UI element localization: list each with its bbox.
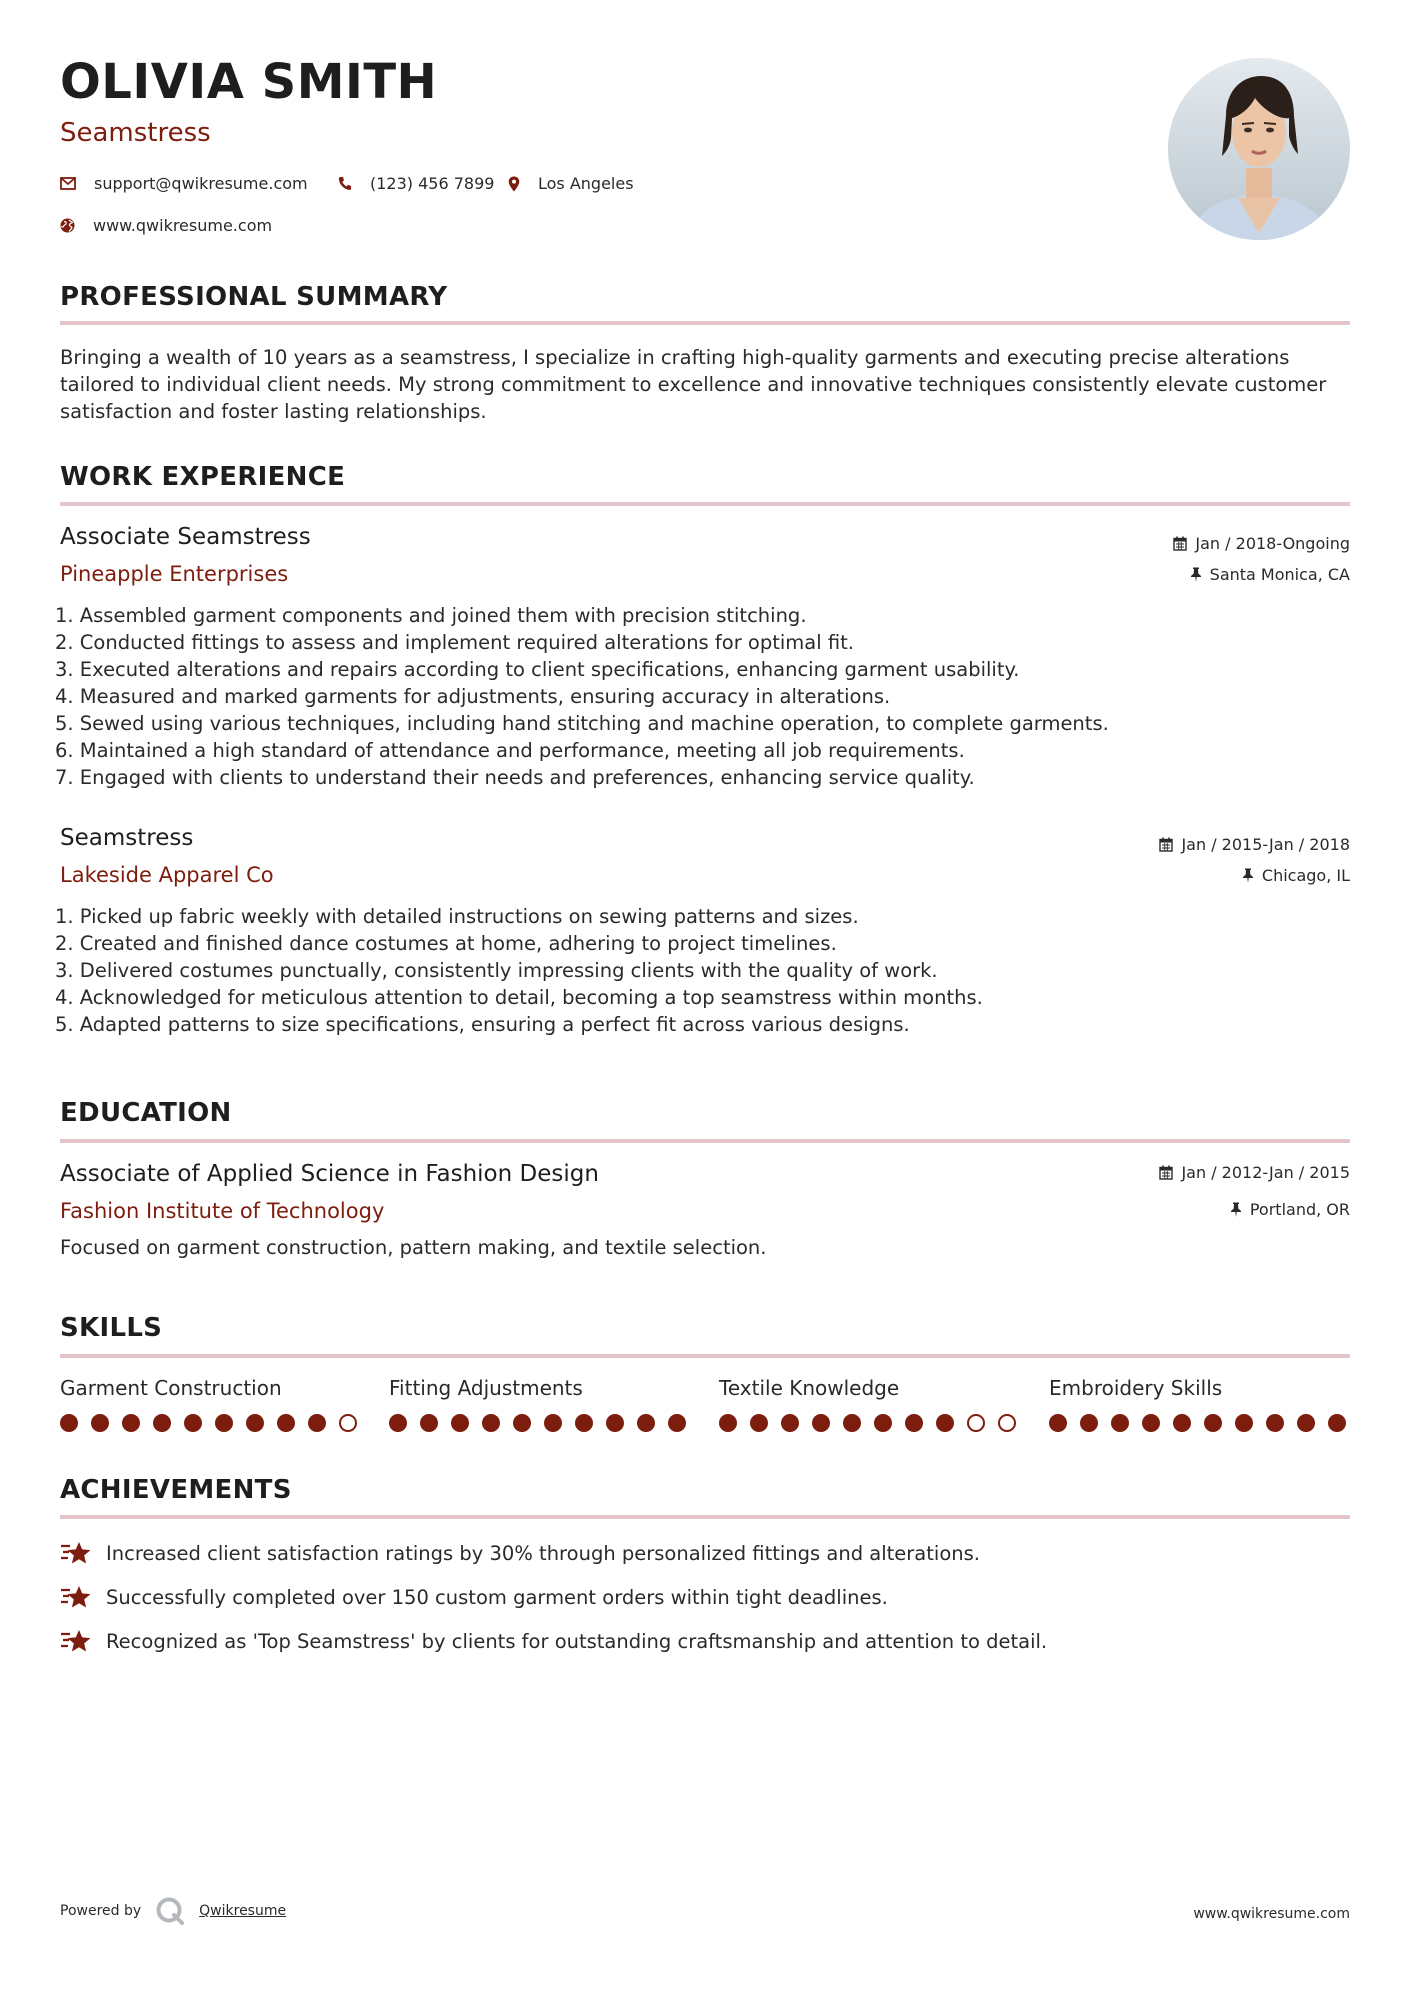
job-company: Lakeside Apparel Co	[60, 863, 274, 887]
list-item: 6. Maintained a high standard of attendance and performance, meeting all job requirements.	[55, 739, 965, 762]
school-name: Fashion Institute of Technology	[60, 1199, 385, 1223]
pushpin-icon	[1230, 1202, 1242, 1217]
candidate-title: Seamstress	[60, 118, 211, 148]
rating-dot-filled	[575, 1414, 593, 1432]
achievements-heading: ACHIEVEMENTS	[60, 1475, 292, 1505]
contact-phone[interactable]	[338, 174, 494, 193]
rating-dot-empty	[998, 1414, 1016, 1432]
qwikresume-logo	[155, 1896, 185, 1926]
list-item: 4. Acknowledged for meticulous attention to detail, becoming a top seamstress within months.	[55, 986, 983, 1009]
rating-dot-filled	[843, 1414, 861, 1432]
profile-photo	[1168, 58, 1350, 240]
achievement-item	[60, 1628, 1047, 1654]
rating-dot-filled	[420, 1414, 438, 1432]
rating-dot-filled	[874, 1414, 892, 1432]
rating-dot-empty	[339, 1414, 357, 1432]
rating-dot-filled	[1080, 1414, 1098, 1432]
rating-dot-filled	[1235, 1414, 1253, 1432]
powered-by-label: Powered by	[60, 1903, 142, 1919]
list-item: 4. Measured and marked garments for adjustments, ensuring accuracy in alterations.	[55, 685, 891, 708]
achievement-item	[60, 1540, 980, 1566]
list-item: 7. Engaged with clients to understand their needs and preferences, enhancing service quality.	[55, 766, 975, 789]
skills-heading: SKILLS	[60, 1313, 163, 1343]
phone-icon	[338, 176, 352, 191]
website-text: www.qwikresume.com	[93, 216, 273, 235]
summary-divider	[60, 321, 1350, 325]
candidate-name: OLIVIA SMITH	[60, 54, 438, 110]
list-item: 5. Sewed using various techniques, including hand stitching and machine operation, to complete garments.	[55, 712, 1109, 735]
rating-dot-filled	[812, 1414, 830, 1432]
list-item: 3. Executed alterations and repairs according to client specifications, enhancing garment usability.	[55, 658, 1020, 681]
job-company: Pineapple Enterprises	[60, 562, 289, 586]
skill-item	[719, 1376, 1021, 1406]
list-item: 1. Assembled garment components and joined them with precision stitching.	[55, 604, 807, 627]
rating-dot-empty	[967, 1414, 985, 1432]
experience-divider	[60, 502, 1350, 506]
summary-text: Bringing a wealth of 10 years as a seamstress, I specialize in crafting high-quality garments and executing precise alterations tailored to individual client needs. My strong commitment to excellence and innovative techniques consistently elevate customer satisfaction and foster lasting relationships.	[60, 346, 1327, 423]
skill-rating	[60, 1414, 362, 1434]
rating-dot-filled	[905, 1414, 923, 1432]
star-icon	[60, 1628, 92, 1654]
rating-dot-filled	[668, 1414, 686, 1432]
rating-dot-filled	[389, 1414, 407, 1432]
skills-divider	[60, 1354, 1350, 1358]
education-dates-text: Jan / 2012-Jan / 2015	[1181, 1163, 1350, 1182]
job-dates-text: Jan / 2018-Ongoing	[1195, 534, 1350, 553]
rating-dot-filled	[936, 1414, 954, 1432]
achievement-text: Increased client satisfaction ratings by 30% through personalized fittings and alterations.	[106, 1541, 980, 1565]
job-title: Associate Seamstress	[60, 524, 311, 550]
calendar-icon	[1173, 536, 1187, 551]
star-icon	[60, 1584, 92, 1610]
education-location	[1230, 1200, 1350, 1219]
rating-dot-filled	[1111, 1414, 1129, 1432]
rating-dot-filled	[246, 1414, 264, 1432]
globe-icon	[60, 218, 75, 233]
degree-title: Associate of Applied Science in Fashion Design	[60, 1161, 599, 1187]
skill-name: Fitting Adjustments	[389, 1376, 583, 1400]
rating-dot-filled	[153, 1414, 171, 1432]
rating-dot-filled	[1266, 1414, 1284, 1432]
rating-dot-filled	[781, 1414, 799, 1432]
contact-location	[508, 174, 634, 193]
contact-email[interactable]	[60, 174, 308, 193]
pushpin-icon	[1190, 567, 1202, 582]
list-item: 3. Delivered costumes punctually, consistently impressing clients with the quality of work.	[55, 959, 938, 982]
job-bullets	[55, 903, 983, 1038]
achievements-divider	[60, 1515, 1350, 1519]
job-location	[1190, 565, 1350, 584]
rating-dot-filled	[1297, 1414, 1315, 1432]
experience-heading: WORK EXPERIENCE	[60, 462, 346, 492]
rating-dot-filled	[1204, 1414, 1222, 1432]
list-item: 5. Adapted patterns to size specifications, ensuring a perfect fit across various designs.	[55, 1013, 910, 1036]
rating-dot-filled	[122, 1414, 140, 1432]
achievement-text: Successfully completed over 150 custom garment orders within tight deadlines.	[106, 1585, 888, 1609]
job-dates-text: Jan / 2015-Jan / 2018	[1181, 835, 1350, 854]
job-dates	[1159, 835, 1350, 854]
rating-dot-filled	[637, 1414, 655, 1432]
list-item: 1. Picked up fabric weekly with detailed instructions on sewing patterns and sizes.	[55, 905, 859, 928]
job-location	[1242, 866, 1350, 885]
job-location-text: Santa Monica, CA	[1209, 565, 1350, 584]
skill-rating	[1049, 1414, 1351, 1434]
skill-item	[389, 1376, 691, 1406]
map-pin-icon	[508, 176, 520, 192]
rating-dot-filled	[513, 1414, 531, 1432]
rating-dot-filled	[60, 1414, 78, 1432]
rating-dot-filled	[606, 1414, 624, 1432]
star-icon	[60, 1540, 92, 1566]
rating-dot-filled	[308, 1414, 326, 1432]
job-title: Seamstress	[60, 825, 194, 851]
job-bullets	[55, 602, 1109, 791]
education-dates	[1159, 1163, 1350, 1182]
phone-text: (123) 456 7899	[370, 174, 495, 193]
rating-dot-filled	[91, 1414, 109, 1432]
rating-dot-filled	[544, 1414, 562, 1432]
rating-dot-filled	[451, 1414, 469, 1432]
skill-name: Garment Construction	[60, 1376, 282, 1400]
calendar-icon	[1159, 1165, 1173, 1180]
calendar-icon	[1159, 837, 1173, 852]
contact-website[interactable]	[60, 216, 272, 235]
footer-website[interactable]: www.qwikresume.com	[1193, 1906, 1350, 1922]
skill-name: Textile Knowledge	[719, 1376, 900, 1400]
footer-powered-by	[60, 1896, 286, 1926]
rating-dot-filled	[750, 1414, 768, 1432]
rating-dot-filled	[184, 1414, 202, 1432]
education-divider	[60, 1139, 1350, 1143]
rating-dot-filled	[215, 1414, 233, 1432]
email-text: support@qwikresume.com	[94, 174, 308, 193]
skill-item	[60, 1376, 362, 1406]
list-item: 2. Conducted fittings to assess and implement required alterations for optimal fit.	[55, 631, 854, 654]
qwikresume-link[interactable]: Qwikresume	[199, 1903, 287, 1919]
rating-dot-filled	[719, 1414, 737, 1432]
job-dates	[1173, 534, 1350, 553]
achievement-text: Recognized as 'Top Seamstress' by clients for outstanding craftsmanship and attention to detail.	[106, 1629, 1048, 1653]
education-location-text: Portland, OR	[1249, 1200, 1350, 1219]
pushpin-icon	[1242, 868, 1254, 883]
education-heading: EDUCATION	[60, 1098, 232, 1128]
skill-rating	[719, 1414, 1021, 1434]
education-description: Focused on garment construction, pattern making, and textile selection.	[60, 1236, 767, 1259]
location-text: Los Angeles	[538, 174, 634, 193]
rating-dot-filled	[1049, 1414, 1067, 1432]
rating-dot-filled	[1328, 1414, 1346, 1432]
rating-dot-filled	[1173, 1414, 1191, 1432]
skill-name: Embroidery Skills	[1049, 1376, 1223, 1400]
achievement-item	[60, 1584, 888, 1610]
job-location-text: Chicago, IL	[1261, 866, 1350, 885]
rating-dot-filled	[1142, 1414, 1160, 1432]
rating-dot-filled	[277, 1414, 295, 1432]
rating-dot-filled	[482, 1414, 500, 1432]
skill-item	[1049, 1376, 1351, 1406]
summary-heading: PROFESSIONAL SUMMARY	[60, 282, 448, 312]
skill-rating	[389, 1414, 691, 1434]
list-item: 2. Created and finished dance costumes at home, adhering to project timelines.	[55, 932, 837, 955]
envelope-icon	[60, 177, 76, 190]
